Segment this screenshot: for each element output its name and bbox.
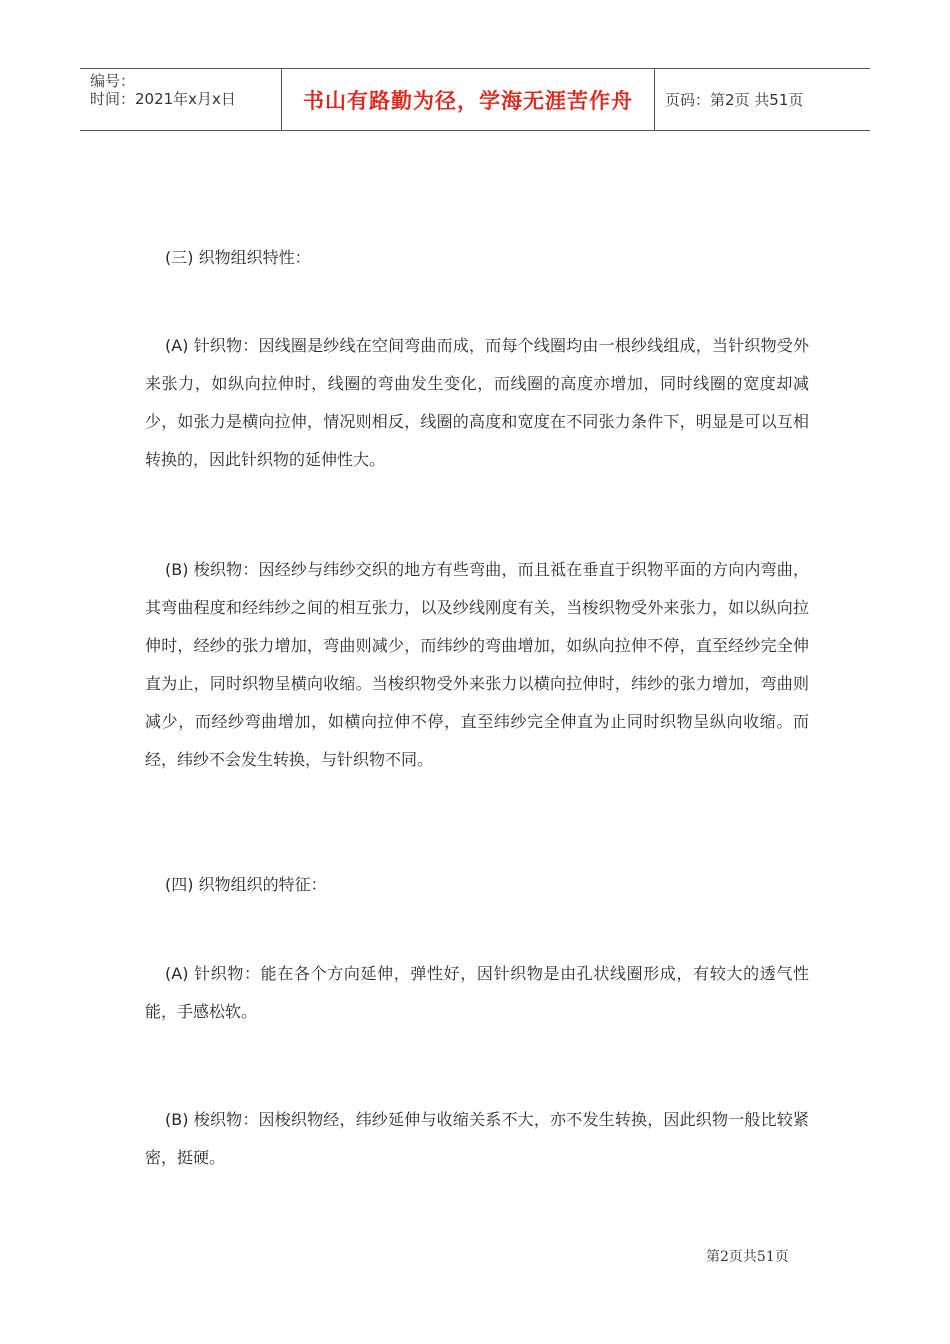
paragraph-text: (A) 针织物：能在各个方向延伸，弹性好，因针织物是由孔状线圈形成，有较大的透气性能，手感松软。 <box>145 964 809 1021</box>
header-meta <box>80 69 281 130</box>
header-page-cell <box>655 69 870 130</box>
paragraph-woven-properties <box>145 551 809 779</box>
paragraph-knit-features <box>145 955 809 1031</box>
header-motto-cell <box>281 69 655 130</box>
header-page-number: 页码：第2页 共51页 <box>665 91 804 109</box>
paragraph-text: (B) 梭织物：因梭织物经，纬纱延伸与收缩关系不大，亦不发生转换，因此织物一般比较紧密，挺硬。 <box>145 1110 809 1167</box>
document-number-label: 编号： <box>90 72 136 90</box>
paragraph-woven-features <box>145 1101 809 1177</box>
page-header <box>80 68 870 131</box>
section-heading-4: (四) 织物组织的特征： <box>165 875 327 894</box>
page-footer: 第2页共51页 <box>706 1249 789 1265</box>
paragraph-knit-properties <box>145 327 809 479</box>
document-date-label: 时间：2021年x月x日 <box>90 90 236 108</box>
section-heading-3: (三) 织物组织特性： <box>165 248 311 267</box>
paragraph-text: (A) 针织物：因线圈是纱线在空间弯曲而成，而每个线圈均由一根纱线组成，当针织物受外来张力，如纵向拉伸时，线圈的弯曲发生变化，而线圈的高度亦增加，同时线圈的宽度却减少，如张力是横向拉伸，情况则相反，线圈的高度和宽度在不同张力条件下，明显是可以互相转换的，因此针织物的延伸性大。 <box>145 336 809 469</box>
paragraph-text: (B) 梭织物：因经纱与纬纱交织的地方有些弯曲，而且祗在垂直于织物平面的方向内弯曲，其弯曲程度和经纬纱之间的相互张力，以及纱线刚度有关，当梭织物受外来张力，如以纵向拉伸时，经纱的张力增加，弯曲则减少，而纬纱的弯曲增加，如纵向拉伸不停，直至经纱完全伸直为止，同时织物呈横向收缩。当梭织物受外来张力以横向拉伸时，纬纱的张力增加，弯曲则减少，而经纱弯曲增加，如横向拉伸不停，直至纬纱完全伸直为止同时织物呈纵向收缩。而经，纬纱不会发生转换，与针织物不同。 <box>145 560 809 769</box>
header-motto: 书山有路勤为径，学海无涯苦作舟 <box>303 88 633 113</box>
